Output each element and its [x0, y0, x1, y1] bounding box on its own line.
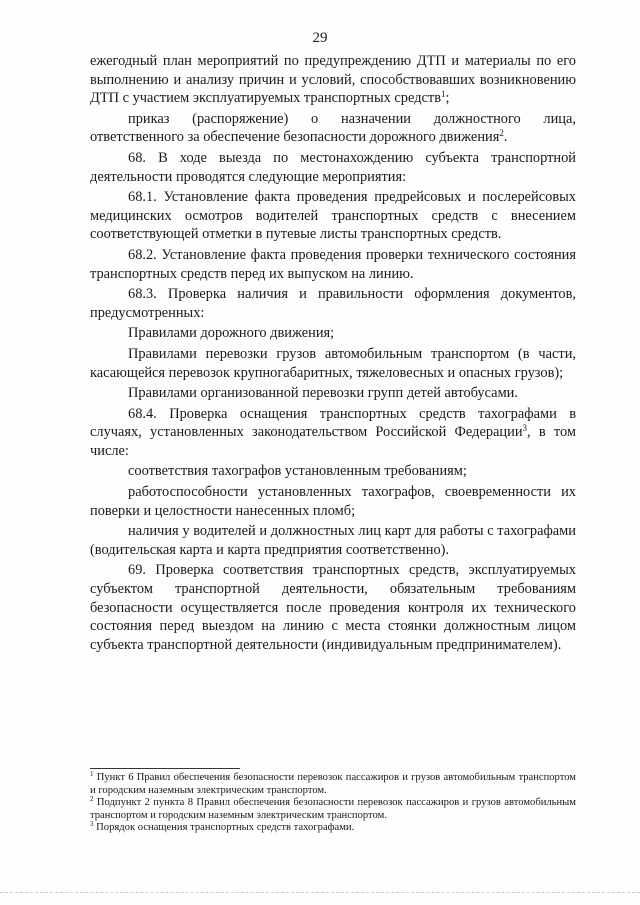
footnote-ref: 3: [522, 423, 528, 434]
paragraph-tail: ;: [445, 90, 450, 107]
paragraph-text: ежегодный план мероприятий по предупреждению ДТП и материалы по его выполнению и анализу причин и условий, способствовавших возникновению ДТП с участием эксплуатируемых транспортных средств: [90, 53, 576, 107]
paragraph-text: приказ (распоряжение) о назначении должностного лица, ответственного за обеспечение безопасности дорожного движения: [90, 110, 576, 146]
footnote-mark: 3: [90, 820, 94, 829]
footnote-ref: 1: [441, 89, 446, 100]
footnote-3: [90, 822, 576, 835]
paragraph-cargo-rules: Правилами перевозки грузов автомобильным транспортом (в части, касающейся перевозок крупногабаритных, тяжеловесных и опасных грузов);: [90, 345, 576, 381]
paragraph-driver-cards: наличия у водителей и должностных лиц карт для работы с тахографами (водительская карта и карта предприятия соответственно).: [90, 523, 576, 558]
footnote-ref: 2: [499, 128, 504, 139]
paragraph-tachograph-operability: работоспособности установленных тахографов, своевременности их поверки и целостности нанесенных пломб;: [90, 484, 576, 519]
paragraph-68: 68. В ходе выезда по местонахождению субъекта транспортной деятельности проводятся следующие мероприятия:: [90, 149, 576, 185]
footnote-text: Подпункт 2 пункта 8 Правил обеспечения безопасности перевозок пассажиров и грузов автомобильным транспортом и городским наземным электрическим транспортом.: [90, 797, 576, 821]
paragraph-68-2: 68.2. Установление факта проведения проверки технического состояния транспортных средств перед их выпуском на линию.: [90, 246, 576, 282]
footnotes: [90, 772, 576, 835]
footnote-2: [90, 797, 576, 822]
footnote-text: Пункт 6 Правил обеспечения безопасности перевозок пассажиров и грузов автомобильным транспортом и городским наземным электрическим транспортом.: [90, 772, 576, 796]
paragraph-text: 68.4. Проверка оснащения транспортных средств тахографами в случаях, установленных законодательством Российской Федерации: [90, 405, 576, 441]
paragraph-68-4: [90, 405, 576, 461]
footnote-mark: 1: [90, 770, 94, 778]
paragraph-tail: .: [503, 129, 508, 146]
paragraph-traffic-rules: Правилами дорожного движения;: [128, 325, 335, 342]
scan-edge: [0, 892, 640, 893]
paragraph-tail: , в том числе:: [90, 424, 577, 459]
paragraph-69: 69. Проверка соответствия транспортных средств, эксплуатируемых субъектом транспортной деятельности, обязательным требованиям безопасности осуществляется после проведения контроля их технического состояния перед выездом на линию с места стоянки должностным лицом субъекта транспортной деятельности (индивидуальным предпринимателем).: [90, 562, 576, 653]
body-text: [90, 52, 576, 654]
footnote-mark: 2: [90, 795, 94, 804]
footnote-separator: [90, 768, 240, 769]
paragraph-68-3: 68.3. Проверка наличия и правильности оформления документов, предусмотренных:: [90, 286, 576, 321]
paragraph-children-rules: Правилами организованной перевозки групп детей автобусами.: [128, 385, 518, 402]
paragraph-annual-plan: [90, 52, 576, 108]
paragraph-tachograph-compliance: соответствия тахографов установленным требованиям;: [128, 463, 467, 480]
paragraph-68-1: 68.1. Установление факта проведения предрейсовых и послерейсовых медицинских осмотров водителей транспортных средств с внесением соответствующей отметки в путевые листы транспортных средств.: [90, 189, 576, 243]
footnote-1: [90, 772, 576, 797]
paragraph-order: [90, 110, 576, 147]
page-number: 29: [312, 30, 328, 46]
footnote-text: Порядок оснащения транспортных средств тахографами.: [96, 822, 355, 834]
